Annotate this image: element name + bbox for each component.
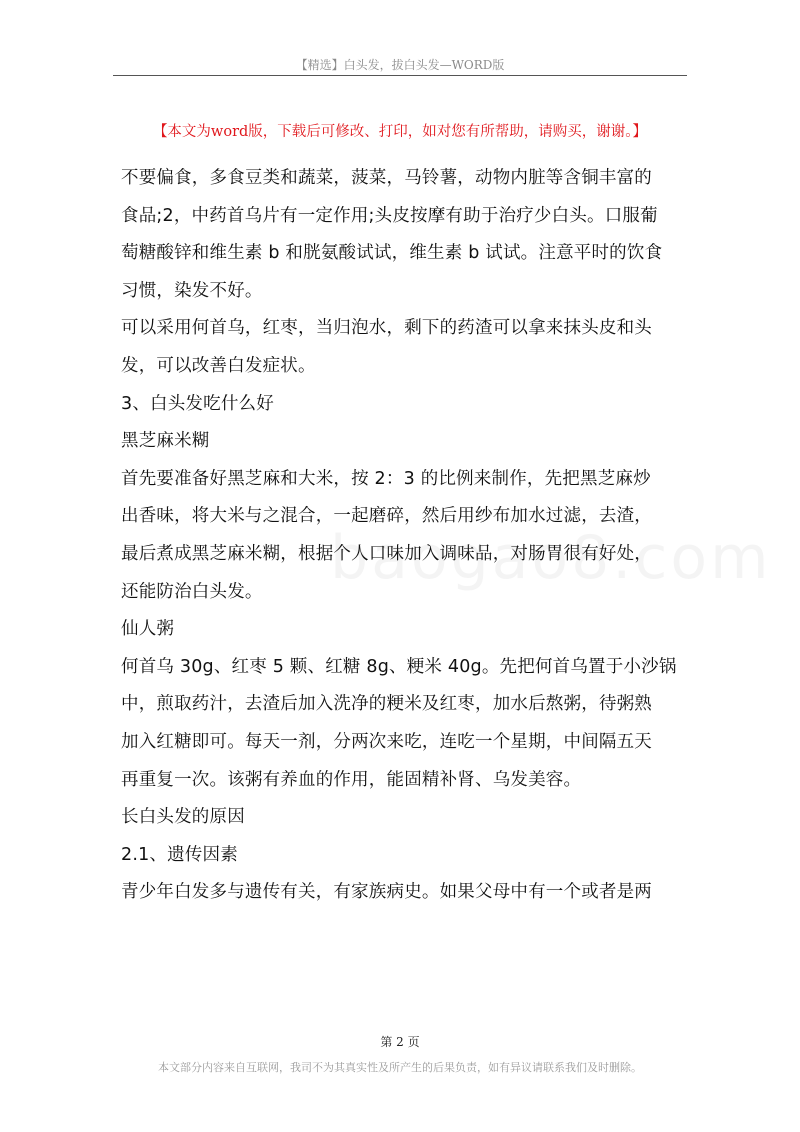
body-line: 再重复一次。该粥有养血的作用，能固精补肾、乌发美容。 bbox=[121, 769, 582, 790]
footer-disclaimer: 本文部分内容来自互联网，我司不为其真实性及所产生的后果负责，如有异议请联系我们及时删除。 bbox=[158, 1061, 642, 1074]
body-line: 最后煮成黑芝麻米糊，根据个人口味加入调味品，对肠胃很有好处， bbox=[121, 543, 652, 564]
body-line: 何首乌 30g、红枣 5 颗、红糖 8g、粳米 40g。先把何首乌置于小沙锅 bbox=[121, 656, 677, 677]
document-body bbox=[121, 160, 681, 912]
body-line: 可以采用何首乌，红枣，当归泡水，剩下的药渣可以拿来抹头皮和头 bbox=[121, 318, 652, 339]
body-line: 中，煎取药汁，去渣后加入洗净的粳米及红枣，加水后熬粥，待粥熟 bbox=[121, 694, 652, 715]
recipe-title: 仙人粥 bbox=[121, 619, 175, 640]
body-line: 不要偏食，多食豆类和蔬菜，菠菜，马铃薯，动物内脏等含铜丰富的 bbox=[121, 168, 652, 188]
subsection-heading: 2.1、遗传因素 bbox=[121, 844, 238, 865]
body-line: 出香味，将大米与之混合，一起磨碎，然后用纱布加水过滤，去渣， bbox=[121, 506, 652, 527]
body-line: 食品;2，中药首乌片有一定作用;头皮按摩有助于治疗少白头。口服葡 bbox=[121, 205, 658, 226]
page-number: 第 2 页 bbox=[380, 1035, 420, 1049]
recipe-title: 黑芝麻米糊 bbox=[121, 431, 210, 452]
body-line: 青少年白发多与遗传有关，有家族病史。如果父母中有一个或者是两 bbox=[121, 882, 652, 903]
body-line: 习惯，染发不好。 bbox=[121, 280, 263, 301]
section-heading: 3、白头发吃什么好 bbox=[121, 393, 274, 414]
body-line: 首先要准备好黑芝麻和大米，按 2：3 的比例来制作，先把黑芝麻炒 bbox=[121, 468, 651, 489]
body-line: 加入红糖即可。每天一剂，分两次来吃，连吃一个星期，中间隔五天 bbox=[121, 731, 652, 752]
body-line: 萄糖酸锌和维生素 b 和胱氨酸试试，维生素 b 试试。注意平时的饮食 bbox=[121, 243, 663, 264]
download-notice: 【本文为word版，下载后可修改、打印，如对您有所帮助，请购买，谢谢。】 bbox=[152, 124, 648, 140]
body-line: 发，可以改善白发症状。 bbox=[121, 355, 316, 376]
section-heading: 长白头发的原因 bbox=[121, 807, 245, 828]
body-line: 还能防治白头发。 bbox=[121, 581, 263, 602]
document-header: 【精选】白头发，拔白头发—WORD版 bbox=[295, 58, 505, 72]
header-divider bbox=[113, 75, 687, 76]
